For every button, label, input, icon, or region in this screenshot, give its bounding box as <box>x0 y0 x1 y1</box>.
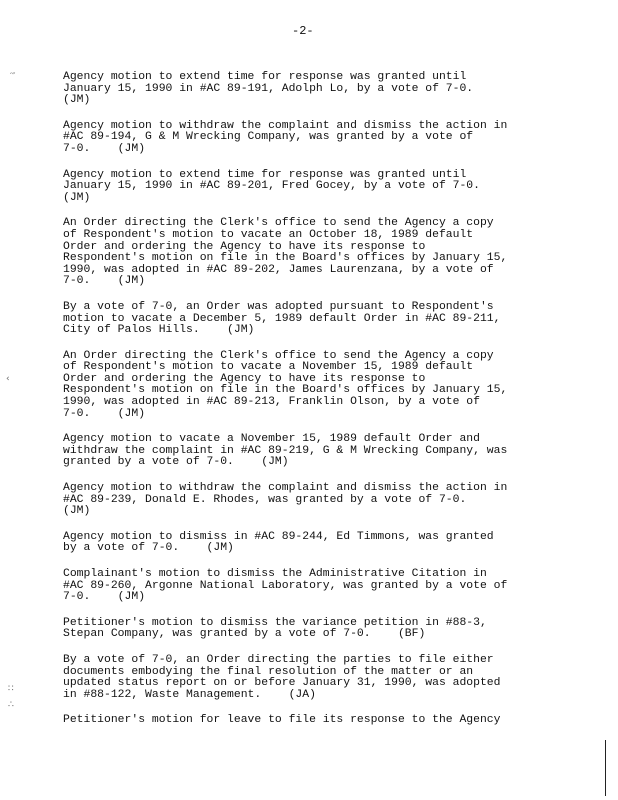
margin-scan-mark: ′″ <box>10 72 16 82</box>
minutes-paragraph: Agency motion to extend time for response was granted until January 15, 1990 in #AC 89-201, Fred Gocey, by a vote of 7-0. (JM) <box>63 168 480 204</box>
minutes-paragraph: Petitioner's motion to dismiss the variance petition in #88-3, Stepan Company, was granted by a vote of 7-0. (BF) <box>63 616 487 641</box>
minutes-paragraph: By a vote of 7-0, an Order directing the parties to file either documents embodying the final resolution of the matter or an updated status report on or before January 31, 1990, was adopted in #88-122, Waste Management. (JA) <box>63 653 501 701</box>
minutes-paragraph: Agency motion to dismiss in #AC 89-244, Ed Timmons, was granted by a vote of 7-0. (JM) <box>63 530 494 555</box>
minutes-paragraph: An Order directing the Clerk's office to send the Agency a copy of Respondent's motion to vacate an October 18, 1989 default Order and ordering the Agency to have its response to Respondent's motion on file in the Board's offices by January 15, 1990, was adopted in #AC 89-202, James Laurenzana, by a vote of 7-0. (JM) <box>63 217 508 288</box>
minutes-paragraph: By a vote of 7-0, an Order was adopted pursuant to Respondent's motion to vacate a December 5, 1989 default Order in #AC 89-211, City of Palos Hills. (JM) <box>63 300 501 337</box>
minutes-paragraph: Agency motion to vacate a November 15, 1989 default Order and withdraw the complaint in #AC 89-219, G & M Wrecking Company, was granted by a vote of 7-0. (JM) <box>63 433 508 469</box>
scan-edge-line <box>605 740 606 796</box>
margin-scan-mark: ‹ <box>6 374 10 384</box>
margin-scan-mark: ∷ <box>8 684 14 694</box>
minutes-paragraph: Agency motion to extend time for response was granted until January 15, 1990 in #AC 89-191, Adolph Lo, by a vote of 7-0. (JM) <box>63 71 474 107</box>
minutes-paragraph: Complainant's motion to dismiss the Administrative Citation in #AC 89-260, Argonne National Laboratory, was granted by a vote of 7-0. (JM) <box>63 568 508 604</box>
minutes-paragraph: An Order directing the Clerk's office to send the Agency a copy of Respondent's motion to vacate a November 15, 1989 default Order and ordering the Agency to have its response to Respondent's motion on file in the Board's offices by January 15, 1990, was adopted in #AC 89-213, Franklin Olson, by a vote of 7-0. (JM) <box>63 349 508 420</box>
minutes-paragraph: Agency motion to withdraw the complaint and dismiss the action in #AC 89-194, G & M Wrecking Company, was granted by a vote of 7-0. (JM) <box>63 119 508 155</box>
minutes-body <box>63 72 603 727</box>
minutes-paragraph: Agency motion to withdraw the complaint and dismiss the action in #AC 89-239, Donald E. Rhodes, was granted by a vote of 7-0. (JM) <box>63 482 508 518</box>
minutes-paragraph: Petitioner's motion for leave to file its response to the Agency <box>63 714 501 727</box>
margin-scan-mark: ∴ <box>8 700 14 710</box>
page-number: -2- <box>292 24 314 38</box>
